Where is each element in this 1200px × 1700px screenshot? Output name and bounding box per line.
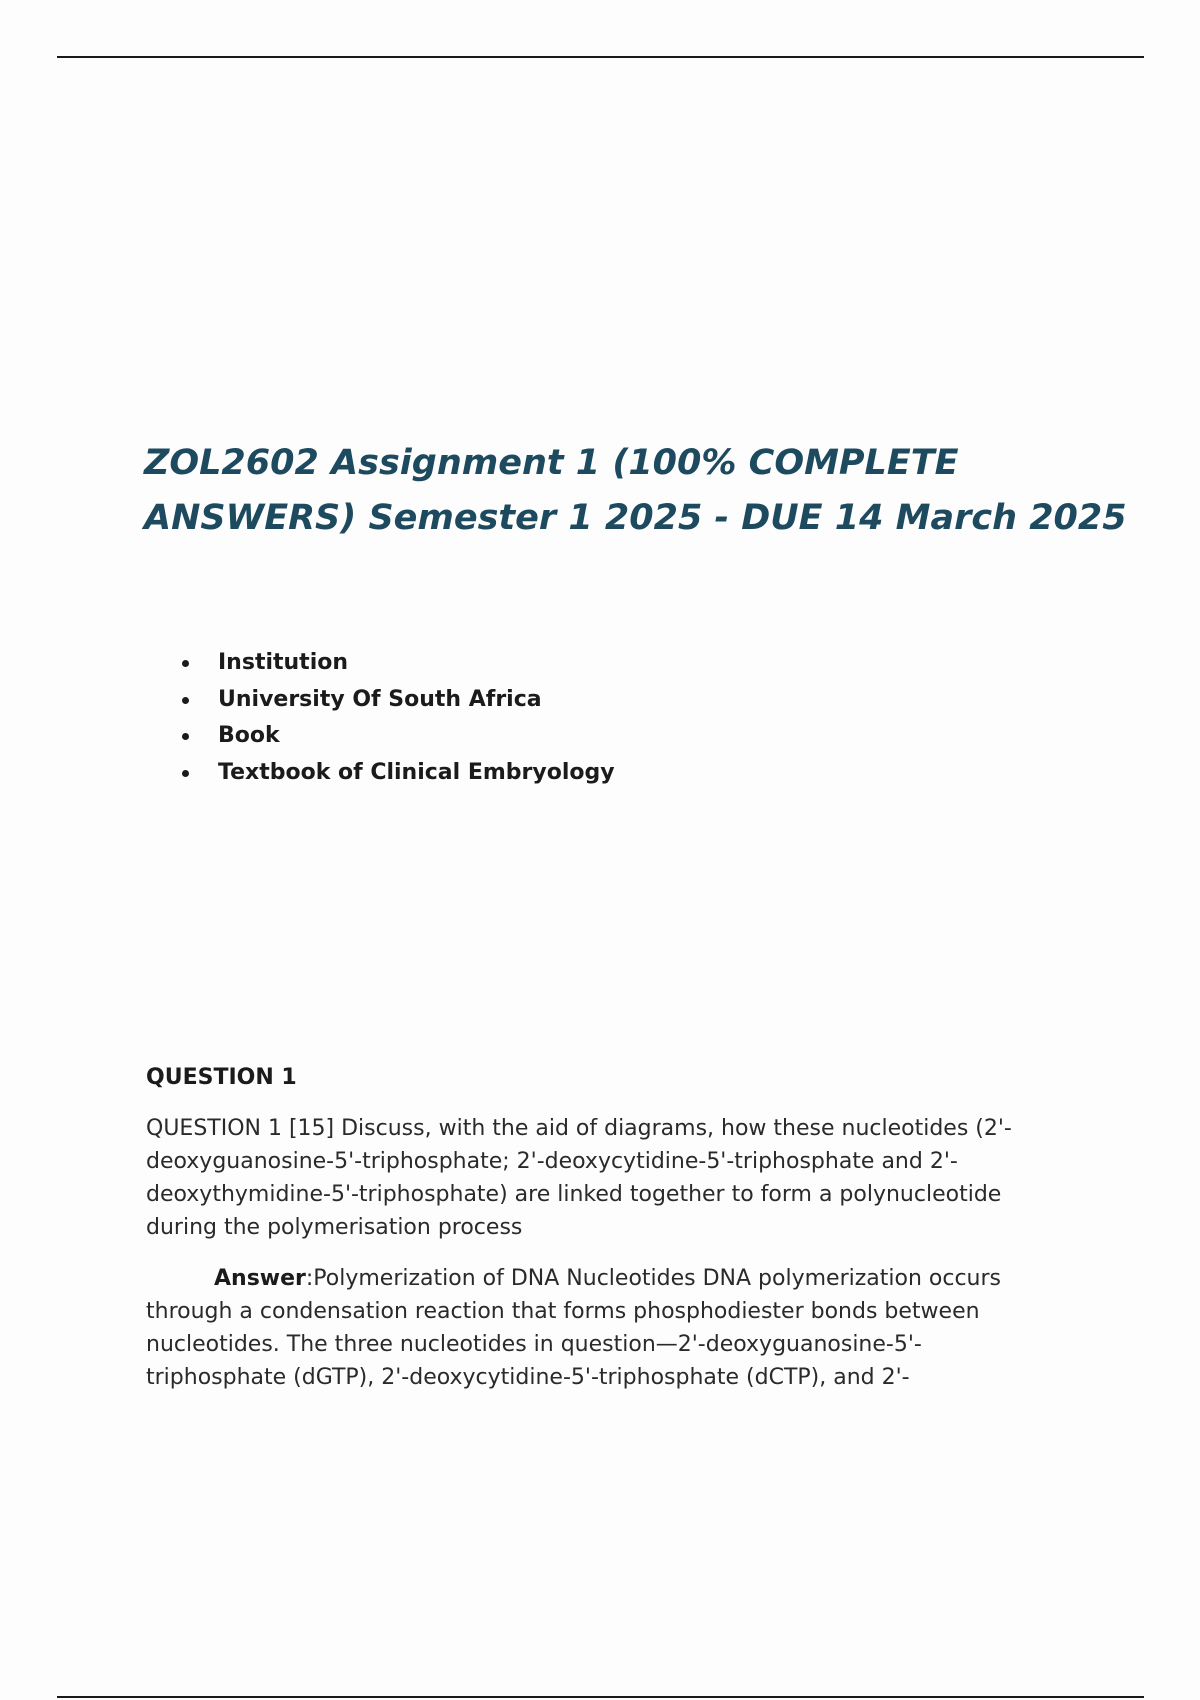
- answer-line: nucleotides. The three nucleotides in question—2'-deoxyguanosine-5'-: [146, 1332, 922, 1357]
- question-text: [146, 1112, 1046, 1244]
- question-line: deoxyguanosine-5'-triphosphate; 2'-deoxycytidine-5'-triphosphate and 2'-: [146, 1149, 958, 1174]
- meta-item-book-value: [175, 755, 615, 792]
- answer-line: triphosphate (dGTP), 2'-deoxycytidine-5'-triphosphate (dCTP), and 2'-: [146, 1365, 910, 1390]
- meta-item-text: Institution: [218, 650, 349, 675]
- meta-item-institution-label: [175, 645, 615, 682]
- question-heading: QUESTION 1: [146, 1065, 297, 1090]
- title-line-1: ZOL2602 Assignment 1 (100% COMPLETE: [144, 443, 959, 483]
- meta-item-text: Textbook of Clinical Embryology: [218, 759, 615, 785]
- meta-item-institution-value: [175, 682, 615, 719]
- question-line: during the polymerisation process: [146, 1215, 523, 1240]
- bullet-icon: [182, 733, 189, 740]
- question-line: QUESTION 1 [15] Discuss, with the aid of diagrams, how these nucleotides (2'-: [146, 1116, 1012, 1141]
- bullet-icon: [182, 660, 189, 667]
- title-line-2: ANSWERS) Semester 1 2025 - DUE 14 March 2025: [144, 498, 1127, 538]
- bullet-icon: [182, 770, 189, 777]
- answer-line: through a condensation reaction that forms phosphodiester bonds between: [146, 1299, 980, 1324]
- document-title: [144, 436, 1134, 546]
- answer-label: Answer: [214, 1266, 306, 1291]
- answer-first-line-text: :Polymerization of DNA Nucleotides DNA polymerization occurs: [305, 1266, 1001, 1291]
- meta-item-text: University Of South Africa: [218, 686, 542, 712]
- document-meta-list: [175, 645, 615, 791]
- meta-item-book-label: [175, 718, 615, 755]
- meta-item-text: Book: [218, 723, 280, 748]
- top-rule: [57, 56, 1144, 58]
- question-line: deoxythymidine-5'-triphosphate) are linked together to form a polynucleotide: [146, 1182, 1002, 1207]
- answer-first-line: [146, 1262, 1046, 1295]
- bottom-rule: [57, 1696, 1144, 1698]
- bullet-icon: [182, 697, 189, 704]
- answer-text: [146, 1262, 1046, 1394]
